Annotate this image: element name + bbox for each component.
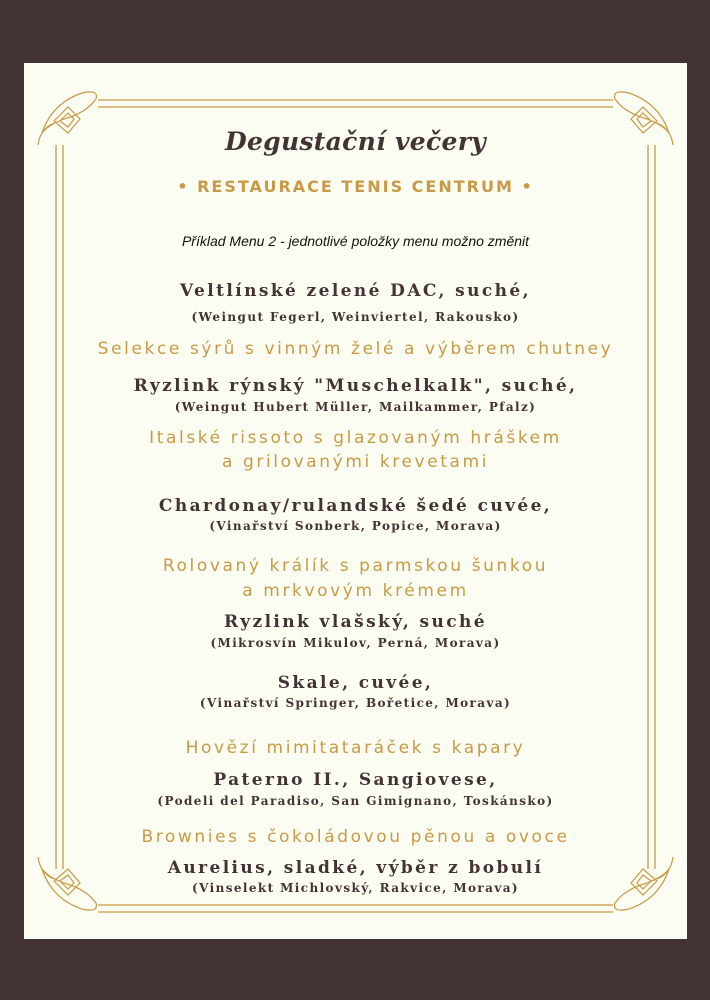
dish-line: a grilovanými krevetami [221, 452, 490, 472]
menu-note: Příklad Menu 2 - jednotlivé položky menu možno změnit [181, 233, 530, 249]
wine-origin: (Vinselekt Michlovský, Rakvice, Morava) [192, 881, 519, 895]
wine-name: Ryzlink rýnský "Muschelkalk", suché, [133, 376, 578, 396]
wine-name: Veltlínské zelené DAC, suché, [180, 281, 531, 301]
wine-name: Chardonay/rulandské šedé cuvée, [158, 496, 553, 516]
menu-card [24, 63, 687, 939]
dish-line: Rolovaný králík s parmskou šunkou [162, 556, 549, 576]
wine-origin: (Weingut Fegerl, Weinviertel, Rakousko) [191, 310, 520, 324]
wine-name: Ryzlink vlašský, suché [224, 612, 487, 632]
dish-line: Hovězí mimitataráček s kapary [185, 738, 526, 758]
wine-origin: (Podeli del Paradiso, San Gimignano, Toskánsko) [157, 794, 554, 808]
dish-line: Brownies s čokoládovou pěnou a ovoce [141, 827, 570, 847]
wine-origin: (Weingut Hubert Müller, Mailkammer, Pfalz) [174, 400, 537, 414]
restaurant-name: • RESTAURACE TENIS CENTRUM • [177, 177, 534, 196]
dish-line: Italské rissoto s glazovaným hráškem [149, 428, 562, 448]
wine-origin: (Vinařství Sonberk, Popice, Morava) [209, 519, 502, 533]
wine-origin: (Mikrosvín Mikulov, Perná, Morava) [210, 636, 501, 650]
wine-name: Aurelius, sladké, výběr z bobulí [167, 858, 544, 878]
wine-name: Skale, cuvée, [277, 673, 434, 693]
menu-title: Degustační večery [224, 127, 487, 156]
dish-line: Selekce sýrů s vinným želé a výběrem chutney [97, 339, 614, 359]
wine-name: Paterno II., Sangiovese, [213, 770, 498, 790]
wine-origin: (Vinařství Springer, Bořetice, Morava) [199, 696, 512, 710]
dish-line: a mrkvovým krémem [242, 581, 469, 601]
